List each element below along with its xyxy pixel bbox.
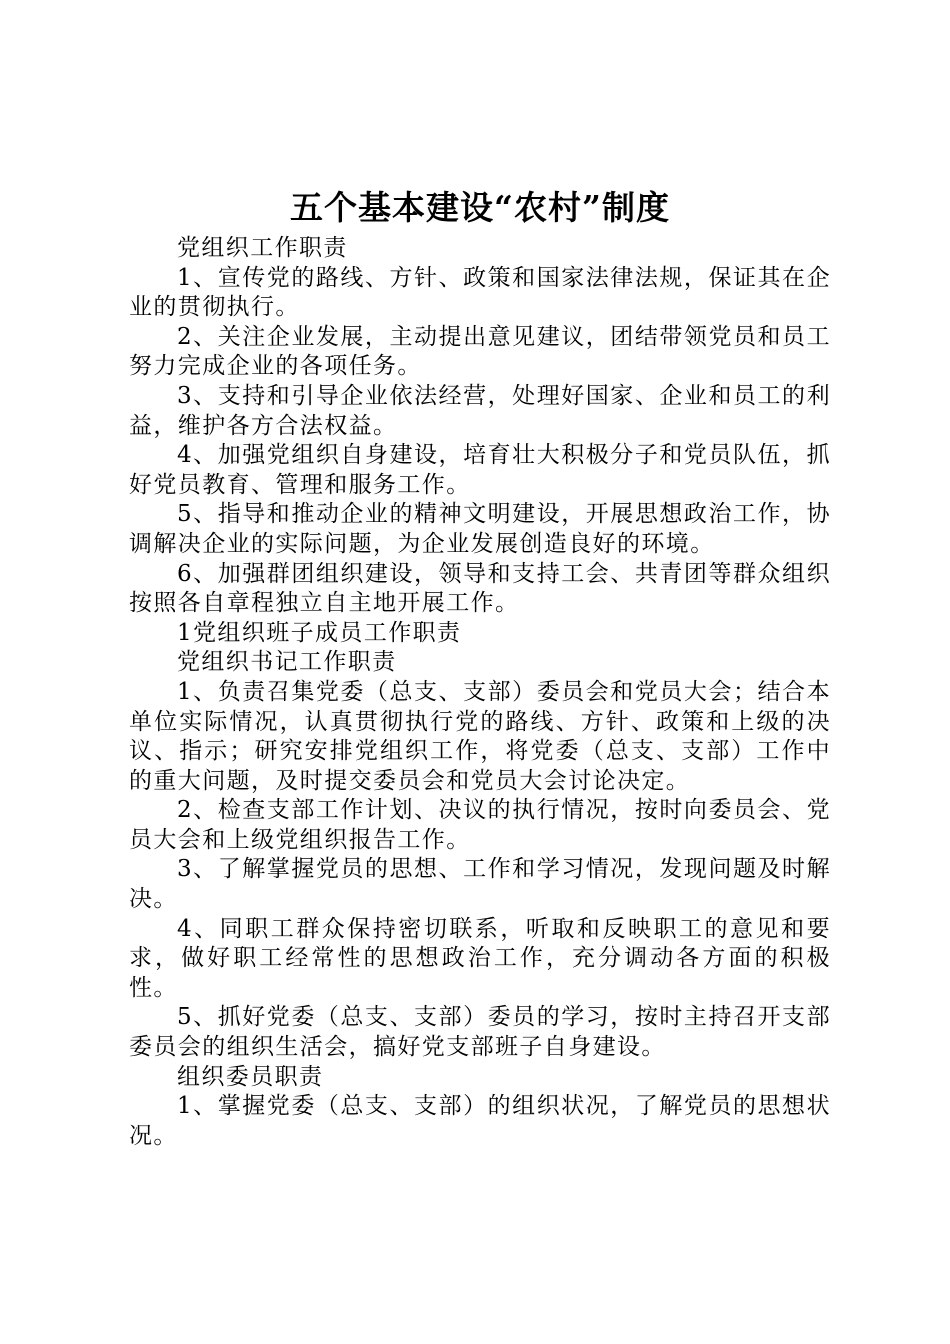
heading-party-org-duties: 党组织工作职责: [177, 235, 348, 261]
document-page: [129, 182, 831, 1151]
paragraph: 2、检查支部工作计划、决议的执行情况，按时向委员会、党员大会和上级党组织报告工作。: [129, 797, 831, 853]
paragraph: 3、了解掌握党员的思想、工作和学习情况，发现问题及时解决。: [129, 856, 831, 913]
paragraph: 6、加强群团组织建设，领导和支持工会、共青团等群众组织按照各自章程独立自主地开展工作。: [129, 560, 831, 617]
heading-team-member-duties: 1党组织班子成员工作职责: [177, 619, 462, 646]
paragraph: 4、加强党组织自身建设，培育壮大积极分子和党员队伍，抓好党员教育、管理和服务工作。: [129, 442, 831, 498]
paragraph: 2、关注企业发展，主动提出意见建议，团结带领党员和员工努力完成企业的各项任务。: [129, 323, 831, 380]
heading-secretary-duties: 党组织书记工作职责: [177, 649, 397, 676]
paragraph: 5、指导和推动企业的精神文明建设，开展思想政治工作，协调解决企业的实际问题，为企业发展创造良好的环境。: [129, 501, 831, 557]
document-title: 五个基本建设“农村”制度: [290, 188, 670, 227]
paragraph: 1、宣传党的路线、方针、政策和国家法律法规，保证其在企业的贯彻执行。: [129, 264, 831, 321]
paragraph: 3、支持和引导企业依法经营，处理好国家、企业和员工的利益，维护各方合法权益。: [129, 382, 831, 439]
paragraph: 4、同职工群众保持密切联系，听取和反映职工的意见和要求，做好职工经常性的思想政治工作，充分调动各方面的积极性。: [129, 915, 831, 1001]
paragraph: 1、负责召集党委（总支、支部）委员会和党员大会；结合本单位实际情况，认真贯彻执行党的路线、方针、政策和上级的决议、指示；研究安排党组织工作，将党委（总支、支部）工作中的重大问题，及时提交委员会和党员大会讨论决定。: [129, 678, 831, 794]
heading-organization-member-duties: 组织委员职责: [177, 1063, 324, 1090]
paragraph: 1、掌握党委（总支、支部）的组织状况，了解党员的思想状况。: [129, 1093, 831, 1149]
paragraph: 5、抓好党委（总支、支部）委员的学习，按时主持召开支部委员会的组织生活会，搞好党支部班子自身建设。: [129, 1004, 831, 1061]
